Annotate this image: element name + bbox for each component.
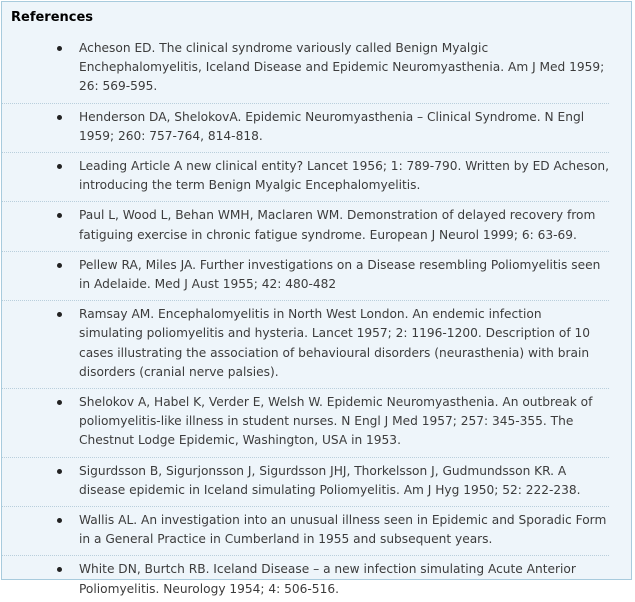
reference-text: Wallis AL. An investigation into an unusual illness seen in Epidemic and Sporadic Form in a General Practice in Cumberland in 1955 and subsequent years. — [79, 513, 607, 547]
bullet-icon — [57, 400, 62, 405]
bullet-icon — [57, 567, 62, 572]
bullet-icon — [57, 46, 62, 51]
reference-item — [2, 251, 609, 297]
bullet-icon — [57, 469, 62, 474]
reference-text: Sigurdsson B, Sigurjonsson J, Sigurdsson JHJ, Thorkelsson J, Gudmundsson KR. A disease epidemic in Iceland simulating Poliomyelitis. Am J Hyg 1950; 52: 222-238. — [79, 463, 581, 497]
references-list — [2, 34, 631, 602]
reference-text: Shelokov A, Habel K, Verder E, Welsh W. Epidemic Neuromyasthenia. An outbreak of poliomyelitis-like illness in student nurses. N Engl J Med 1957; 257: 345-355. The Chestnut Lodge Epidemic, Washington, USA in 1953. — [79, 395, 593, 448]
bullet-icon — [57, 263, 62, 268]
reference-item — [2, 34, 609, 100]
reference-item — [2, 388, 609, 454]
reference-item — [2, 152, 609, 198]
reference-item — [2, 201, 609, 247]
references-heading: References — [11, 10, 94, 25]
references-panel — [1, 1, 632, 596]
reference-item — [2, 103, 609, 149]
bullet-icon — [57, 312, 62, 317]
reference-text: Pellew RA, Miles JA. Further investigations on a Disease resembling Poliomyelitis seen in Adelaide. Med J Aust 1955; 42: 480-482 — [79, 257, 601, 292]
reference-text: Ramsay AM. Encephalomyelitis in North West London. An endemic infection simulating poliomyelitis and hysteria. Lancet 1957; 2: 1196-1200. Description of 10 cases illustrating the association of behavioural disorders (neurasthenia) with brain disorders (cranial nerve palsies). — [79, 307, 590, 379]
reference-text: Leading Article A new clinical entity? Lancet 1956; 1: 789-790. Written by ED Acheson, introducing the term Benign Myalgic Encephalomyelitis. — [79, 159, 610, 193]
bullet-icon — [57, 213, 62, 218]
reference-item — [2, 300, 609, 385]
bullet-icon — [57, 164, 62, 169]
reference-text: Henderson DA, ShelokovA. Epidemic Neuromyasthenia – Clinical Syndrome. N Engl 1959; 260: 757-764, 814-818. — [79, 109, 585, 143]
reference-item — [2, 457, 609, 503]
bullet-icon — [57, 518, 62, 523]
bullet-icon — [57, 115, 62, 120]
reference-text: Paul L, Wood L, Behan WMH, Maclaren WM. Demonstration of delayed recovery from fatiguing exercise in chronic fatigue syndrome. European J Neurol 1999; 6: 63-69. — [79, 208, 596, 242]
reference-item — [2, 506, 609, 552]
reference-item — [2, 555, 609, 601]
reference-text: White DN, Burtch RB. Iceland Disease – a new infection simulating Acute Anterior Poliomyelitis. Neurology 1954; 4: 506-516. — [79, 562, 576, 596]
reference-text: Acheson ED. The clinical syndrome variously called Benign Myalgic Enchephalomyelitis, Iceland Disease and Epidemic Neuromyasthenia. Am J Med 1959; 26: 569-595. — [79, 41, 605, 94]
